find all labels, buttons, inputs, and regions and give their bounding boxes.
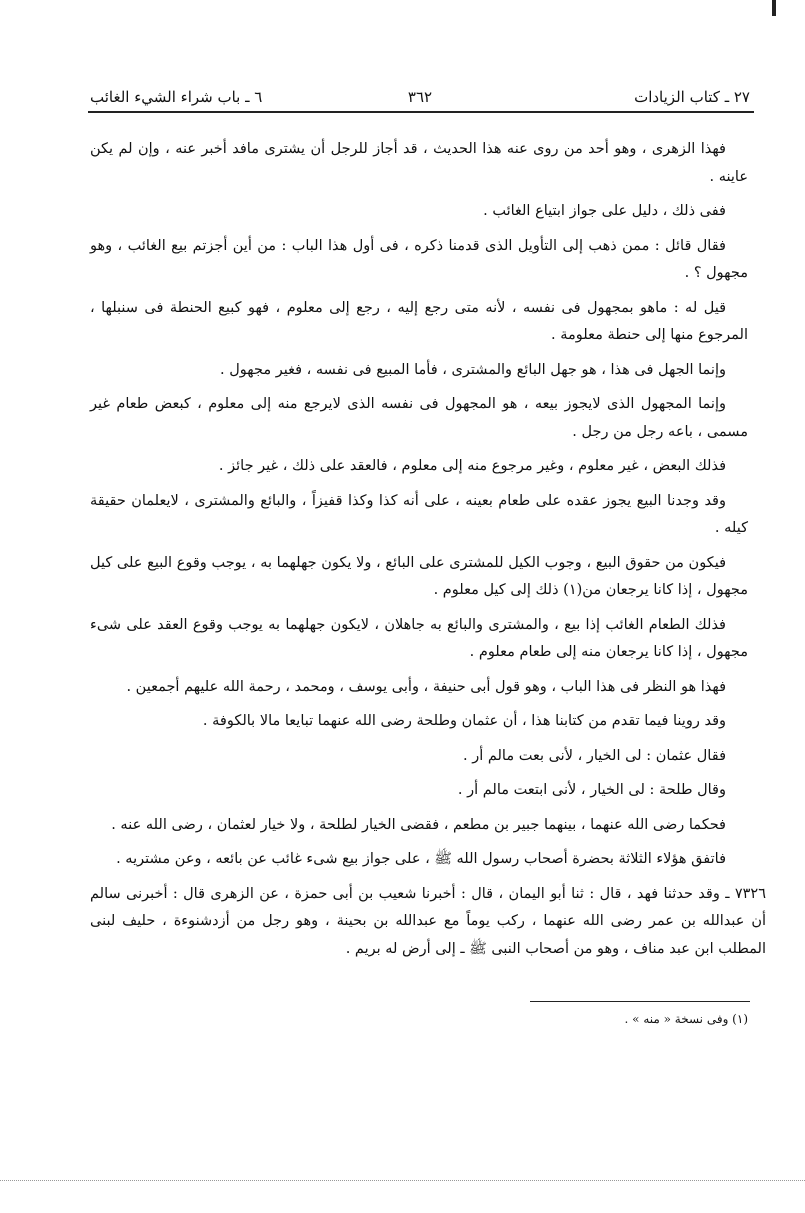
paragraph: وقد روينا فيما تقدم من كتابنا هذا ، أن عثمان وطلحة رضى الله عنهما تبايعا مالا بالكوفة . bbox=[202, 713, 726, 729]
footnote: (١) وفى نسخة « منه » . bbox=[624, 1012, 748, 1026]
paragraph: فحكما رضى الله عنهما ، بينهما جبير بن مطعم ، فقضى الخيار لطلحة ، ولا خيار لعثمان ، رضى الله عنه . bbox=[111, 816, 726, 833]
running-header bbox=[90, 84, 750, 110]
header-chapter-title: ٢٧ ـ كتاب الزيادات bbox=[634, 88, 750, 106]
paragraph: فقال قائل : ممن ذهب إلى التأويل الذى قدمنا ذكره ، فى أول هذا الباب : من أين أجزتم بيع الغائب ، وهو مجهول ؟ . bbox=[90, 237, 748, 281]
paragraph: فيكون من حقوق البيع ، وجوب الكيل للمشترى على البائع ، ولا يكون جهلهما به ، يوجب وقوع البيع على كيل مجهول ، إذا كانا يرجعان من(١) ذلك إلى كيل معلوم . bbox=[90, 554, 748, 598]
paragraph: فهذا الزهرى ، وهو أحد من روى عنه هذا الحديث ، قد أجاز للرجل أن يشترى مافد أخبر عنه ، وإن لم يكن عاينه . bbox=[90, 141, 748, 185]
paragraph: فقال عثمان : لى الخيار ، لأنى بعت مالم أر . bbox=[462, 747, 726, 764]
footnote-divider bbox=[530, 1001, 750, 1002]
paragraph: فاتفق هؤلاء الثلاثة بحضرة أصحاب رسول الله ﷺ ، على جواز بيع شىء غائب عن بائعه ، وعن مشتريه . bbox=[116, 851, 726, 867]
paragraph: وإنما الجهل فى هذا ، هو جهل البائع والمشترى ، فأما المبيع فى نفسه ، فغير مجهول . bbox=[220, 361, 726, 378]
scan-edge-mark bbox=[772, 0, 776, 16]
paragraph: وقد وجدنا البيع يجوز عقده على طعام بعينه ، على أنه كذا وكذا قفيزاً ، والبائع والمشترى ، لايعلمان حقيقة كيله . bbox=[90, 492, 748, 536]
paragraph: فهذا هو النظر فى هذا الباب ، وهو قول أبى حنيفة ، وأبى يوسف ، ومحمد ، رحمة الله عليهم أجمعين . bbox=[126, 678, 726, 695]
header-divider bbox=[88, 111, 754, 113]
paragraph: وقال طلحة : لى الخيار ، لأنى ابتعت مالم أر . bbox=[457, 782, 726, 798]
page-number: ٣٦٢ bbox=[407, 88, 433, 106]
main-text bbox=[90, 136, 766, 963]
paragraph: فذلك الطعام الغائب إذا بيع ، والمشترى والبائع به جاهلان ، لايكون جهلهما به يوجب وقوع العقد على شىء مجهول ، إذا كانا يرجعان منه إلى طعام معلوم . bbox=[90, 616, 748, 660]
paragraph: وإنما المجهول الذى لايجوز بيعه ، هو المجهول فى نفسه الذى لايرجع منه إلى معلوم ، كبعض طعام غير مسمى ، باعه رجل من رجل . bbox=[90, 396, 748, 440]
paragraph: ففى ذلك ، دليل على جواز ابتياع الغائب . bbox=[483, 203, 726, 219]
scan-bottom-line bbox=[0, 1180, 805, 1181]
hadith-paragraph: ٧٣٢٦ ـ وقد حدثنا فهد ، قال : ثنا أبو اليمان ، قال : أخبرنا شعيب بن أبى حمزة ، عن الزهرى قال : أخبرنى سالم أن عبدالله بن عمر رضى الله عنهما ، ركب يوماً مع عبدالله بن بحينة ، وهو رجل من أزدشنوءة ، حليف لبنى المطلب ابن عبد مناف ، وهو من أصحاب النبى ﷺ ـ إلى أرض له بريم . bbox=[90, 885, 766, 957]
header-section-title: ٦ ـ باب شراء الشيء الغائب bbox=[90, 88, 263, 106]
paragraph: قيل له : ماهو بمجهول فى نفسه ، لأنه متى رجع إليه ، رجع إلى معلوم ، فهو كبيع الحنطة فى سنبلها ، المرجوع منها إلى حنطة معلومة . bbox=[90, 299, 748, 343]
paragraph: فذلك البعض ، غير معلوم ، وغير مرجوع منه إلى معلوم ، فالعقد على ذلك ، غير جائز . bbox=[218, 458, 726, 474]
